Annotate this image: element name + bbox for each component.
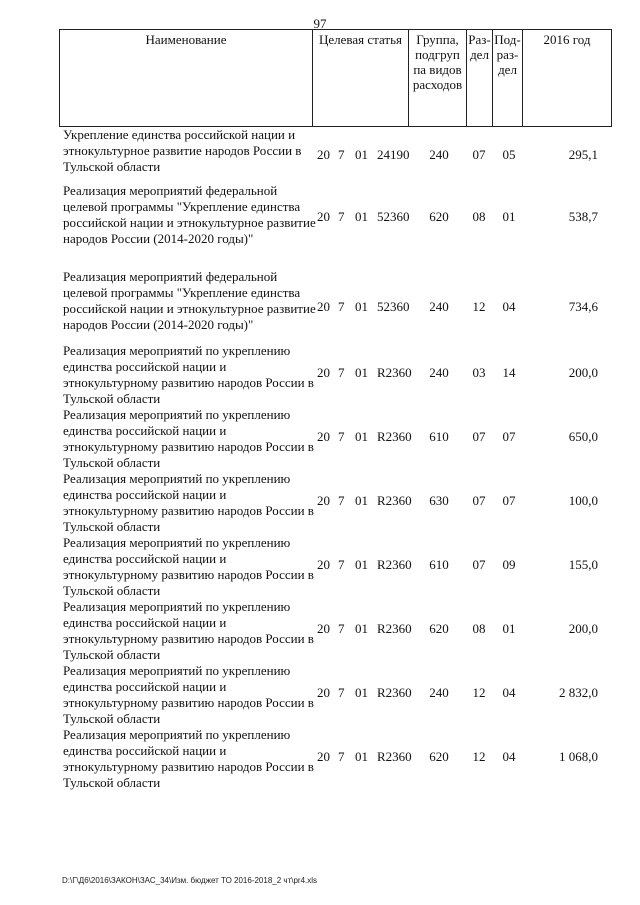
amount: 538,7 [568, 209, 598, 224]
amount: 200,0 [568, 621, 598, 636]
section: 12 [472, 299, 486, 314]
section: 07 [472, 557, 486, 572]
target-article-part: R2360 [377, 621, 412, 636]
table-row [59, 727, 612, 791]
table-row [59, 343, 612, 407]
table-row [59, 599, 612, 663]
amount: 734,6 [568, 299, 598, 314]
target-article-part: 01 [355, 365, 368, 380]
target-article-part: 01 [355, 209, 368, 224]
subsection: 04 [502, 685, 516, 700]
row-name: Реализация мероприятий федеральной целевой программы "Укрепление единства российской нации и этнокультурное развитие народов России (2014-2020 годы)" [63, 183, 316, 246]
target-article-part: 7 [338, 685, 345, 700]
amount: 1 068,0 [559, 749, 598, 764]
subsection: 07 [502, 493, 516, 508]
amount: 295,1 [568, 147, 598, 162]
section: 12 [472, 685, 486, 700]
target-article-part: 20 [317, 685, 330, 700]
expense-group: 240 [429, 299, 449, 314]
amount: 155,0 [568, 557, 598, 572]
row-name: Реализация мероприятий федеральной целевой программы "Укрепление единства российской нации и этнокультурное развитие народов России (2014-2020 годы)" [63, 269, 316, 332]
target-article-part: 7 [338, 493, 345, 508]
expense-group: 610 [429, 557, 449, 572]
target-article-part: R2360 [377, 685, 412, 700]
section: 07 [472, 429, 486, 444]
header-year: 2016 год [543, 32, 591, 47]
target-article-part: 01 [355, 621, 368, 636]
target-article-part: 01 [355, 685, 368, 700]
target-article-part: 01 [355, 429, 368, 444]
table-row [59, 183, 612, 269]
expense-group: 240 [429, 365, 449, 380]
target-article-part: 01 [355, 493, 368, 508]
subsection: 05 [502, 147, 516, 162]
section: 07 [472, 147, 486, 162]
target-article-part: R2360 [377, 493, 412, 508]
page-number: 97 [313, 16, 327, 31]
target-article-part: R2360 [377, 749, 412, 764]
row-name: Реализация мероприятий по укреплению единства российской нации и этнокультурному развитию народов России в Тульской области [63, 663, 314, 726]
subsection: 14 [502, 365, 516, 380]
target-article-part: 20 [317, 749, 330, 764]
expense-group: 620 [429, 621, 449, 636]
subsection: 01 [502, 621, 516, 636]
target-article-part: R2360 [377, 557, 412, 572]
expense-group: 620 [429, 749, 449, 764]
section: 08 [472, 209, 486, 224]
target-article-part: 7 [338, 299, 345, 314]
target-article-part: 20 [317, 493, 330, 508]
target-article-part: 7 [338, 749, 345, 764]
section: 12 [472, 749, 486, 764]
row-name: Реализация мероприятий по укреплению единства российской нации и этнокультурному развитию народов России в Тульской области [63, 727, 314, 790]
table-row [59, 127, 612, 183]
row-name: Реализация мероприятий по укреплению единства российской нации и этнокультурному развитию народов России в Тульской области [63, 343, 314, 406]
amount: 650,0 [568, 429, 598, 444]
subsection: 01 [502, 209, 516, 224]
amount: 200,0 [568, 365, 598, 380]
amount: 100,0 [568, 493, 598, 508]
row-name: Реализация мероприятий по укреплению единства российской нации и этнокультурному развитию народов России в Тульской области [63, 407, 314, 470]
expense-group: 630 [429, 493, 449, 508]
subsection: 04 [502, 299, 516, 314]
subsection: 07 [502, 429, 516, 444]
file-path-footer: D:\Г\Д6\2016\ЗАКОН\ЗАС_34\Изм. бюджет ТО 2016-2018_2 чт\pr4.xls [62, 876, 318, 885]
expense-group: 610 [429, 429, 449, 444]
target-article-part: R2360 [377, 365, 412, 380]
target-article-part: 7 [338, 147, 345, 162]
table-header [59, 29, 612, 127]
row-name: Укрепление единства российской нации и этнокультурное развитие народов России в Тульской области [63, 127, 302, 174]
target-article-part: 01 [355, 557, 368, 572]
target-article-part: 24190 [377, 147, 410, 162]
row-name: Реализация мероприятий по укреплению единства российской нации и этнокультурному развитию народов России в Тульской области [63, 535, 314, 598]
amount: 2 832,0 [559, 685, 598, 700]
expense-group: 620 [429, 209, 449, 224]
target-article-part: 7 [338, 429, 345, 444]
row-name: Реализация мероприятий по укреплению единства российской нации и этнокультурному развитию народов России в Тульской области [63, 471, 314, 534]
target-article-part: 20 [317, 557, 330, 572]
subsection: 04 [502, 749, 516, 764]
subsection: 09 [502, 557, 516, 572]
header-target-article: Целевая статья [313, 30, 409, 126]
target-article-part: 20 [317, 299, 330, 314]
expense-group: 240 [429, 147, 449, 162]
section: 08 [472, 621, 486, 636]
header-subsection: Под- раз- дел [493, 30, 523, 126]
section: 07 [472, 493, 486, 508]
expense-group: 240 [429, 685, 449, 700]
target-article-part: 7 [338, 209, 345, 224]
table-row [59, 407, 612, 471]
target-article-part: 20 [317, 147, 330, 162]
row-name: Реализация мероприятий по укреплению единства российской нации и этнокультурному развитию народов России в Тульской области [63, 599, 314, 662]
table-row [59, 269, 612, 343]
target-article-part: 52360 [377, 209, 410, 224]
table-row [59, 663, 612, 727]
target-article-part: 20 [317, 429, 330, 444]
header-name: Наименование [60, 30, 313, 126]
header-expense-group: Группа, подгруп па видов расходов [409, 30, 467, 126]
target-article-part: 20 [317, 209, 330, 224]
target-article-part: R2360 [377, 429, 412, 444]
target-article-part: 7 [338, 621, 345, 636]
target-article-part: 01 [355, 299, 368, 314]
table-row [59, 471, 612, 535]
table-row [59, 535, 612, 599]
target-article-part: 20 [317, 365, 330, 380]
target-article-part: 7 [338, 365, 345, 380]
target-article-part: 52360 [377, 299, 410, 314]
target-article-part: 01 [355, 147, 368, 162]
target-article-part: 20 [317, 621, 330, 636]
target-article-part: 01 [355, 749, 368, 764]
target-article-part: 7 [338, 557, 345, 572]
header-section: Раз- дел [467, 30, 493, 126]
section: 03 [472, 365, 486, 380]
